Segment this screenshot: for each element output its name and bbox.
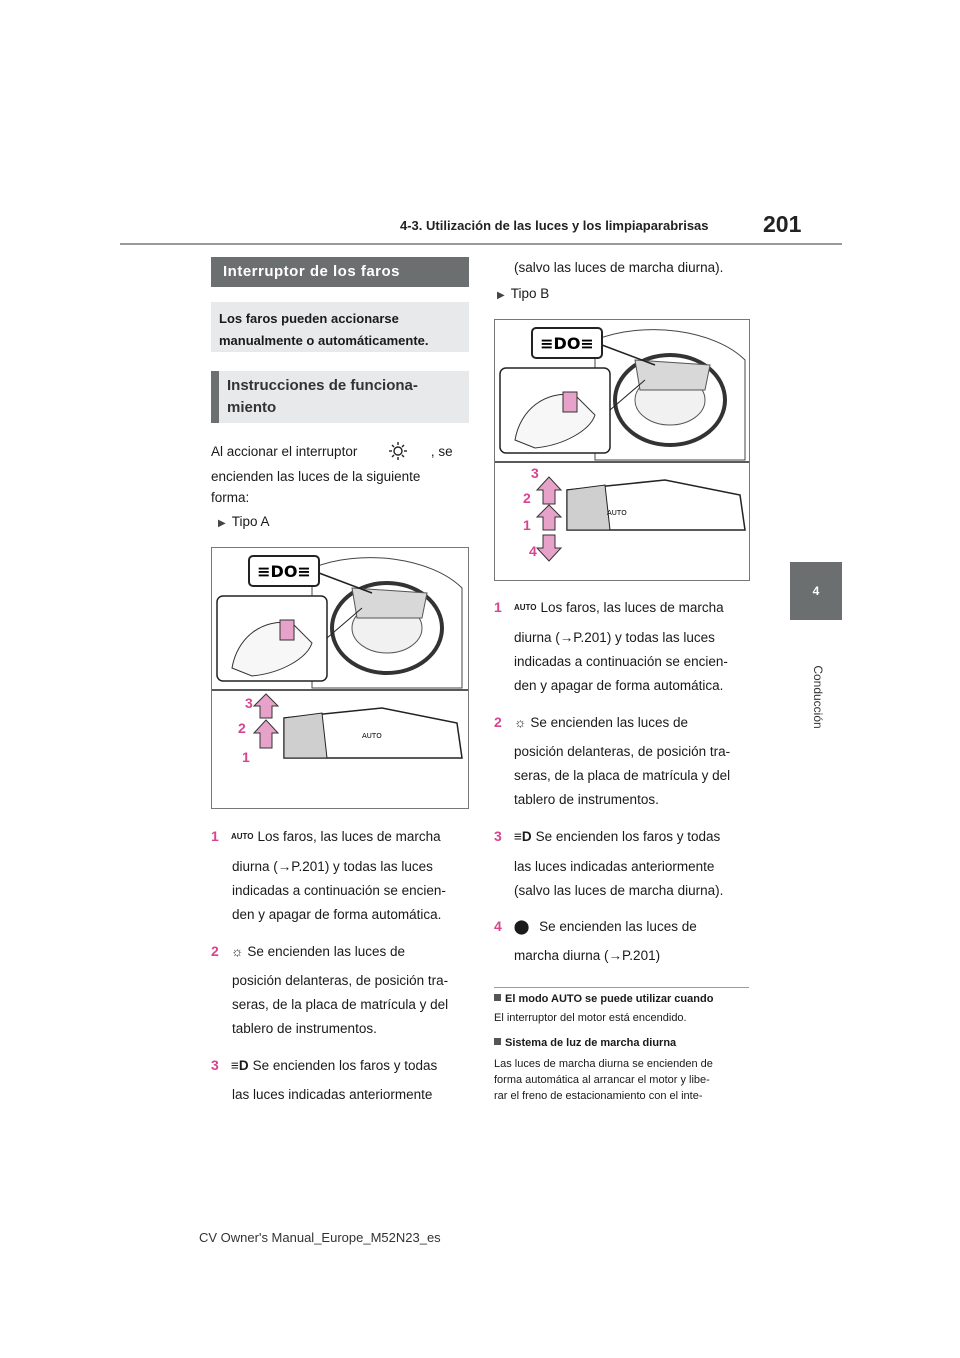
headlight-icon: ≡D	[231, 1058, 249, 1073]
list-item: 3 ≡D Se encienden los faros y todas	[211, 1057, 438, 1073]
figure-label-1: 1	[523, 517, 531, 533]
list-item-line: indicadas a continuación se encien-	[232, 883, 446, 898]
list-item-line: tablero de instrumentos.	[514, 792, 659, 807]
figure-label-3: 3	[245, 695, 253, 711]
list-item-line: den y apagar de forma automática.	[232, 907, 442, 922]
headlight-switch-icon	[381, 442, 415, 460]
note-text: rar el freno de estacionamiento con el inte-	[494, 1090, 703, 1102]
note-heading: El modo AUTO se puede utilizar cuando	[494, 993, 713, 1005]
continued-text: (salvo las luces de marcha diurna).	[514, 260, 724, 275]
list-item: 3 ≡D Se encienden los faros y todas	[494, 828, 721, 844]
square-bullet-icon	[494, 994, 501, 1001]
list-item-line: diurna (→P.201) y todas las luces	[232, 859, 433, 874]
auto-icon: AUTO	[231, 832, 254, 841]
triangle-bullet-icon: ▶	[497, 290, 505, 301]
figure-type-b	[494, 319, 750, 581]
list-item-line: tablero de instrumentos.	[232, 1021, 377, 1036]
list-item-line: posición delanteras, de posición tra-	[232, 973, 449, 988]
note-text: El interruptor del motor está encendido.	[494, 1012, 687, 1024]
figure-label-1: 1	[242, 749, 250, 765]
section-title: Interruptor de los faros	[211, 257, 469, 287]
figure-type-a	[211, 547, 469, 809]
page-number: 201	[763, 211, 802, 237]
list-item-line: las luces indicadas anteriormente	[514, 859, 715, 874]
list-item-line: seras, de la placa de matrícula y del	[514, 768, 731, 783]
stalk-diagram-a	[212, 548, 468, 808]
note-heading: Sistema de luz de marcha diurna	[494, 1037, 676, 1049]
header-divider	[120, 243, 842, 245]
auto-icon: AUTO	[514, 603, 537, 612]
section-header: 4-3. Utilización de las luces y los limpiaparabrisas	[400, 218, 709, 233]
chapter-number: 4	[812, 584, 820, 598]
figure-label-2: 2	[523, 490, 531, 506]
intro-paragraph-2: encienden las luces de la siguiente	[211, 469, 421, 484]
chapter-name: Conducción	[811, 665, 825, 729]
figure-label-4: 4	[529, 543, 537, 559]
position-lights-icon: ☼	[514, 715, 527, 730]
list-item-line: den y apagar de forma automática.	[514, 678, 724, 693]
list-item: 1 AUTO Los faros, las luces de marcha	[211, 828, 441, 844]
list-item-line: las luces indicadas anteriormente	[232, 1087, 433, 1102]
auto-mark: AUTO	[362, 732, 382, 740]
notes-divider	[494, 987, 749, 988]
svg-text:≡DO≡: ≡DO≡	[257, 562, 311, 581]
list-item-line: diurna (→P.201) y todas las luces	[514, 630, 715, 645]
note-text: forma automática al arrancar el motor y libe-	[494, 1074, 710, 1086]
subheading: Instrucciones de funciona-miento	[211, 371, 469, 423]
intro-paragraph: Al accionar el interruptor , se	[211, 444, 453, 459]
stalk-diagram-b	[495, 320, 749, 580]
list-item-line: (salvo las luces de marcha diurna).	[514, 883, 724, 898]
chapter-tab	[790, 562, 842, 620]
list-item: 2 ☼ Se encienden las luces de	[494, 714, 688, 730]
figure-label-3: 3	[531, 465, 539, 481]
triangle-bullet-icon: ▶	[218, 518, 226, 529]
list-item: 4 ⬤ Se encienden las luces de	[494, 918, 697, 934]
intro-box: Los faros pueden accionarse manualmente o automáticamente.	[211, 302, 469, 352]
figure-label-2: 2	[238, 720, 246, 736]
type-b-label: ▶ Tipo B	[497, 286, 550, 301]
list-item-line: posición delanteras, de posición tra-	[514, 744, 731, 759]
auto-mark: AUTO	[607, 509, 627, 517]
square-bullet-icon	[494, 1038, 501, 1045]
note-text: Las luces de marcha diurna se encienden de	[494, 1058, 713, 1070]
footer: CV Owner's Manual_Europe_M52N23_es	[199, 1230, 441, 1245]
list-item-line: marcha diurna (→P.201)	[514, 948, 661, 963]
daytime-light-icon: ⬤	[514, 919, 530, 934]
intro-paragraph-3: forma:	[211, 490, 250, 505]
list-item: 1 AUTO Los faros, las luces de marcha	[494, 599, 724, 615]
list-item-line: indicadas a continuación se encien-	[514, 654, 728, 669]
list-item-line: seras, de la placa de matrícula y del	[232, 997, 449, 1012]
position-lights-icon: ☼	[231, 944, 244, 959]
headlight-icon: ≡D	[514, 829, 532, 844]
list-item: 2 ☼ Se encienden las luces de	[211, 943, 405, 959]
type-a-label: ▶ Tipo A	[218, 514, 270, 529]
svg-text:≡DO≡: ≡DO≡	[540, 334, 594, 353]
